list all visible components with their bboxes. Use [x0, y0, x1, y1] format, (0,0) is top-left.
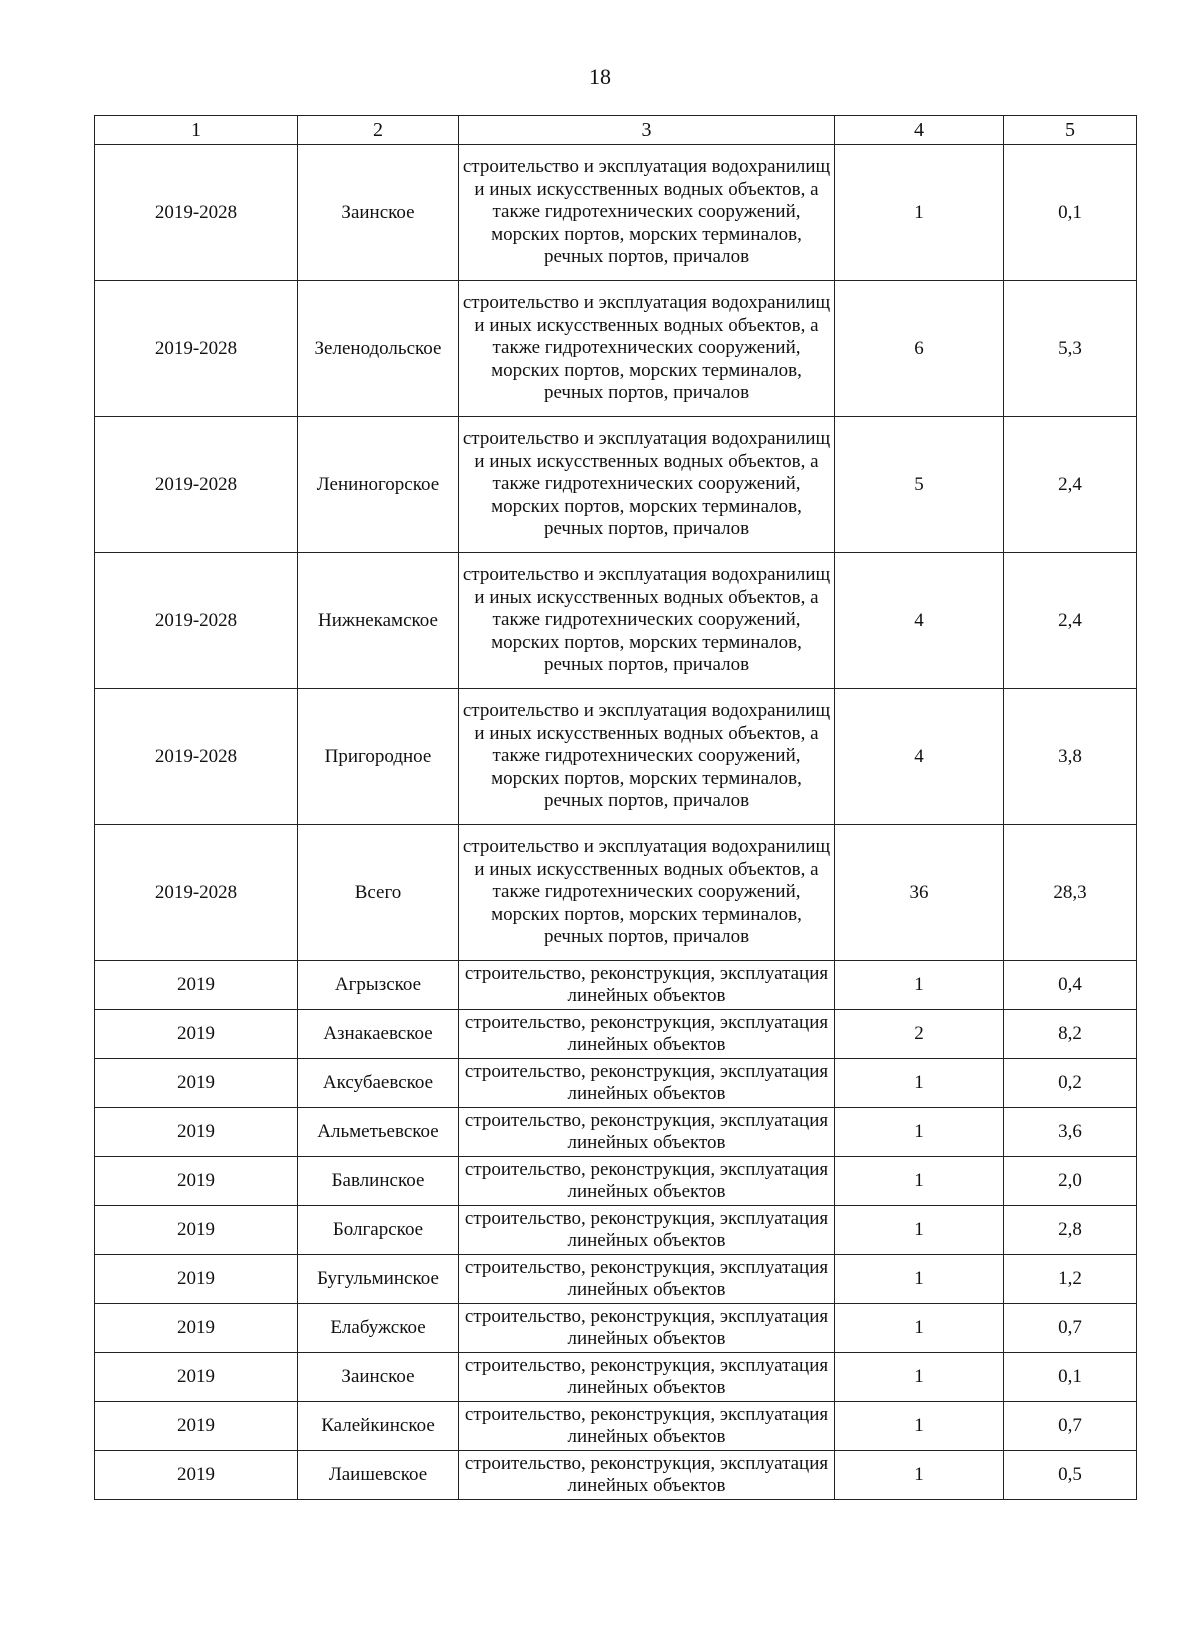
- table-body: [95, 145, 1137, 1500]
- count-cell: 1: [835, 1304, 1004, 1353]
- table-row: [95, 689, 1137, 825]
- district-cell: Агрызское: [298, 961, 459, 1010]
- district-cell: Нижнекамское: [298, 553, 459, 689]
- table-row: [95, 417, 1137, 553]
- area-cell: 2,4: [1004, 417, 1137, 553]
- period-cell: 2019: [95, 1108, 298, 1157]
- period-cell: 2019-2028: [95, 145, 298, 281]
- table-row: [95, 1451, 1137, 1500]
- area-cell: 2,8: [1004, 1206, 1137, 1255]
- area-cell: 3,8: [1004, 689, 1137, 825]
- area-cell: 0,2: [1004, 1059, 1137, 1108]
- area-cell: 0,1: [1004, 1353, 1137, 1402]
- purpose-cell: строительство, реконструкция, эксплуатация линейных объектов: [459, 1304, 835, 1353]
- count-cell: 6: [835, 281, 1004, 417]
- district-cell: Лениногорское: [298, 417, 459, 553]
- table-row: [95, 1157, 1137, 1206]
- column-header: 1: [95, 116, 298, 145]
- district-cell: Заинское: [298, 1353, 459, 1402]
- count-cell: 1: [835, 1206, 1004, 1255]
- purpose-cell: строительство и эксплуатация водохранилищ и иных искусственных водных объектов, а также гидротехнических сооружений, морских портов, морских терминалов, речных портов, причалов: [459, 417, 835, 553]
- data-table: [94, 115, 1137, 1500]
- purpose-cell: строительство и эксплуатация водохранилищ и иных искусственных водных объектов, а также гидротехнических сооружений, морских портов, морских терминалов, речных портов, причалов: [459, 553, 835, 689]
- period-cell: 2019: [95, 961, 298, 1010]
- purpose-cell: строительство и эксплуатация водохранилищ и иных искусственных водных объектов, а также гидротехнических сооружений, морских портов, морских терминалов, речных портов, причалов: [459, 689, 835, 825]
- purpose-cell: строительство и эксплуатация водохранилищ и иных искусственных водных объектов, а также гидротехнических сооружений, морских портов, морских терминалов, речных портов, причалов: [459, 281, 835, 417]
- count-cell: 5: [835, 417, 1004, 553]
- area-cell: 3,6: [1004, 1108, 1137, 1157]
- period-cell: 2019-2028: [95, 689, 298, 825]
- period-cell: 2019-2028: [95, 553, 298, 689]
- district-cell: Пригородное: [298, 689, 459, 825]
- district-cell: Лаишевское: [298, 1451, 459, 1500]
- district-cell: Зеленодольское: [298, 281, 459, 417]
- area-cell: 0,4: [1004, 961, 1137, 1010]
- area-cell: 5,3: [1004, 281, 1137, 417]
- area-cell: 28,3: [1004, 825, 1137, 961]
- area-cell: 0,7: [1004, 1304, 1137, 1353]
- count-cell: 4: [835, 553, 1004, 689]
- purpose-cell: строительство, реконструкция, эксплуатация линейных объектов: [459, 1451, 835, 1500]
- district-cell: Заинское: [298, 145, 459, 281]
- count-cell: 1: [835, 1108, 1004, 1157]
- table-row: [95, 1206, 1137, 1255]
- count-cell: 1: [835, 145, 1004, 281]
- period-cell: 2019: [95, 1353, 298, 1402]
- count-cell: 1: [835, 1353, 1004, 1402]
- column-header: 3: [459, 116, 835, 145]
- page-number: 18: [589, 64, 611, 89]
- table-row: [95, 1304, 1137, 1353]
- period-cell: 2019: [95, 1059, 298, 1108]
- table-row: [95, 825, 1137, 961]
- purpose-cell: строительство, реконструкция, эксплуатация линейных объектов: [459, 961, 835, 1010]
- count-cell: 1: [835, 1255, 1004, 1304]
- period-cell: 2019-2028: [95, 417, 298, 553]
- period-cell: 2019: [95, 1206, 298, 1255]
- purpose-cell: строительство и эксплуатация водохранилищ и иных искусственных водных объектов, а также гидротехнических сооружений, морских портов, морских терминалов, речных портов, причалов: [459, 825, 835, 961]
- period-cell: 2019: [95, 1157, 298, 1206]
- count-cell: 1: [835, 1157, 1004, 1206]
- area-cell: 0,1: [1004, 145, 1137, 281]
- district-cell: Аксубаевское: [298, 1059, 459, 1108]
- district-cell: Бугульминское: [298, 1255, 459, 1304]
- district-cell: Елабужское: [298, 1304, 459, 1353]
- table-row: [95, 1353, 1137, 1402]
- area-cell: 8,2: [1004, 1010, 1137, 1059]
- area-cell: 1,2: [1004, 1255, 1137, 1304]
- count-cell: 1: [835, 1059, 1004, 1108]
- period-cell: 2019-2028: [95, 281, 298, 417]
- count-cell: 4: [835, 689, 1004, 825]
- table-row: [95, 145, 1137, 281]
- count-cell: 36: [835, 825, 1004, 961]
- district-cell: Азнакаевское: [298, 1010, 459, 1059]
- table-row: [95, 1010, 1137, 1059]
- table-row: [95, 553, 1137, 689]
- count-cell: 1: [835, 1402, 1004, 1451]
- purpose-cell: строительство, реконструкция, эксплуатация линейных объектов: [459, 1108, 835, 1157]
- district-cell: Болгарское: [298, 1206, 459, 1255]
- purpose-cell: строительство, реконструкция, эксплуатация линейных объектов: [459, 1206, 835, 1255]
- district-cell: Альметьевское: [298, 1108, 459, 1157]
- period-cell: 2019: [95, 1255, 298, 1304]
- count-cell: 1: [835, 1451, 1004, 1500]
- purpose-cell: строительство, реконструкция, эксплуатация линейных объектов: [459, 1255, 835, 1304]
- purpose-cell: строительство, реконструкция, эксплуатация линейных объектов: [459, 1353, 835, 1402]
- purpose-cell: строительство, реконструкция, эксплуатация линейных объектов: [459, 1010, 835, 1059]
- table-row: [95, 1108, 1137, 1157]
- area-cell: 2,4: [1004, 553, 1137, 689]
- count-cell: 2: [835, 1010, 1004, 1059]
- period-cell: 2019-2028: [95, 825, 298, 961]
- period-cell: 2019: [95, 1010, 298, 1059]
- purpose-cell: строительство и эксплуатация водохранилищ и иных искусственных водных объектов, а также гидротехнических сооружений, морских портов, морских терминалов, речных портов, причалов: [459, 145, 835, 281]
- period-cell: 2019: [95, 1402, 298, 1451]
- count-cell: 1: [835, 961, 1004, 1010]
- area-cell: 0,7: [1004, 1402, 1137, 1451]
- table-row: [95, 961, 1137, 1010]
- period-cell: 2019: [95, 1304, 298, 1353]
- area-cell: 2,0: [1004, 1157, 1137, 1206]
- purpose-cell: строительство, реконструкция, эксплуатация линейных объектов: [459, 1402, 835, 1451]
- table-row: [95, 281, 1137, 417]
- table-row: [95, 1059, 1137, 1108]
- header-row: [95, 116, 1137, 145]
- column-header: 4: [835, 116, 1004, 145]
- column-header: 2: [298, 116, 459, 145]
- period-cell: 2019: [95, 1451, 298, 1500]
- area-cell: 0,5: [1004, 1451, 1137, 1500]
- column-header: 5: [1004, 116, 1137, 145]
- table-row: [95, 1402, 1137, 1451]
- purpose-cell: строительство, реконструкция, эксплуатация линейных объектов: [459, 1157, 835, 1206]
- district-cell: Всего: [298, 825, 459, 961]
- table-row: [95, 1255, 1137, 1304]
- district-cell: Калейкинское: [298, 1402, 459, 1451]
- purpose-cell: строительство, реконструкция, эксплуатация линейных объектов: [459, 1059, 835, 1108]
- district-cell: Бавлинское: [298, 1157, 459, 1206]
